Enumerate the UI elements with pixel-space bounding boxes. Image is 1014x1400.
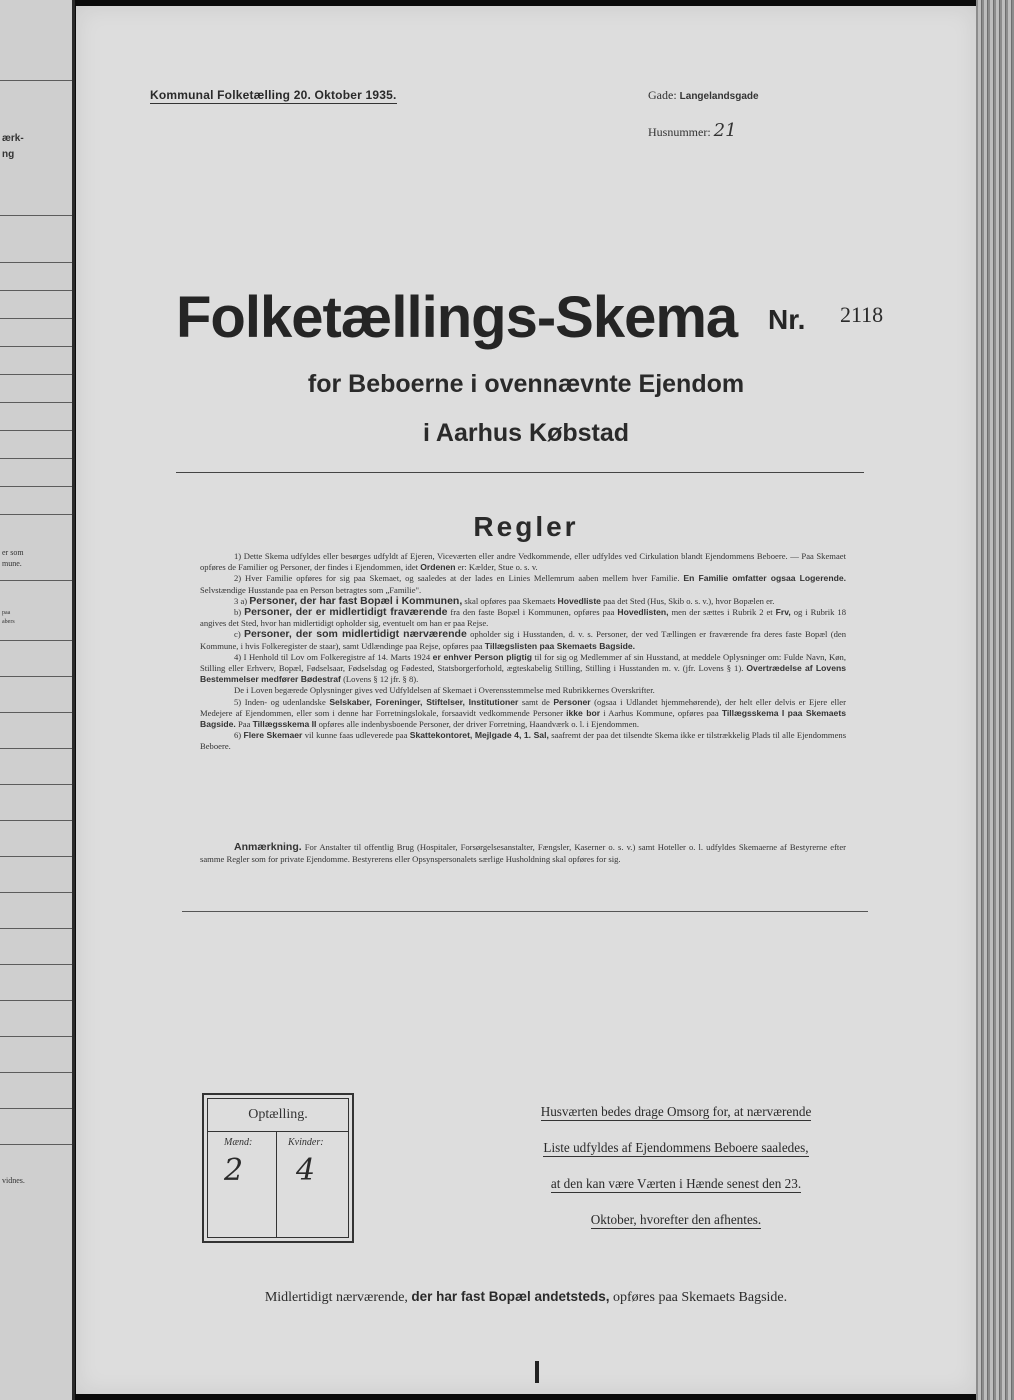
rules-text xyxy=(200,551,846,753)
rule-line xyxy=(0,784,72,785)
divider-line xyxy=(176,472,864,473)
rule-line xyxy=(0,318,72,319)
count-title: Optælling. xyxy=(248,1107,308,1122)
reminder-line: at den kan være Værten i Hænde senest den 23. xyxy=(550,1176,802,1191)
rule-line xyxy=(0,458,72,459)
gade-label: Gade: xyxy=(648,88,677,102)
left-fragment: paa xyxy=(2,610,11,616)
binding-mark xyxy=(535,1361,539,1383)
rule-line xyxy=(0,215,72,216)
count-box xyxy=(202,1093,354,1243)
rule-3a: 3 a) Personer, der har fast Bopæl i Kommunen, skal opføres paa Skemaets Hovedliste paa det Sted (Hus, Skib o. s. v.), hvor Bopælen er. xyxy=(234,594,775,607)
husnummer-label: Husnummer: xyxy=(648,125,711,139)
rule-line xyxy=(0,80,72,81)
left-fragment: mune. xyxy=(2,559,22,568)
landlord-reminder xyxy=(506,1094,846,1238)
reminder-line: Liste udfyldes af Ejendommens Beboere saaledes, xyxy=(543,1140,809,1155)
rule-line xyxy=(0,748,72,749)
count-box-inner xyxy=(207,1098,349,1238)
women-label: Kvinder: xyxy=(288,1137,324,1148)
count-divider xyxy=(208,1131,348,1132)
page-stack-edge xyxy=(976,0,1014,1400)
rule-4b: De i Loven begærede Oplysninger gives ved Udfyldelsen af Skemaet i Overensstemmelse med Rubrikkernes Overskrifter. xyxy=(234,685,655,696)
husnummer-value: 21 xyxy=(713,120,737,141)
rule-line xyxy=(0,892,72,893)
form-number-label: Nr. xyxy=(768,304,806,335)
rule-3c: c) Personer, der som midlertidigt nærværende opholder sig i Husstanden, d. v. s. Personer, der ved Tællingen er fraværende fra deres faste Bopæl (den Kommune, i hvis Folkeregister de staar), samt Udlændinge paa Rejse, opføres paa Tillægslisten paa Skemaets Bagside. xyxy=(200,628,846,651)
left-fragment: vidnes. xyxy=(2,1176,25,1185)
rule-line xyxy=(0,928,72,929)
left-fragment: ærk- xyxy=(2,133,24,144)
rule-line xyxy=(0,640,72,641)
form-number-value: 2118 xyxy=(840,302,884,327)
rule-3b: b) Personer, der er midlertidigt fraværende fra den faste Bopæl i Kommunen, opføres paa Hovedlisten, men der sættes i Rubrik 2 et Frv, og i Rubrik 18 angives det Sted, hvor han midlertidigt opholder sig, eventuelt om han er paa Rejse. xyxy=(200,606,846,629)
reminder-line: Oktober, hvorefter den afhentes. xyxy=(590,1212,762,1227)
form-title: Folketællings-Skema xyxy=(176,285,738,350)
count-column-divider xyxy=(276,1131,277,1237)
rule-line xyxy=(0,486,72,487)
reminder-line: Husværten bedes drage Omsorg for, at nærværende xyxy=(540,1104,812,1119)
husnummer-field xyxy=(648,120,737,141)
rule-line xyxy=(0,346,72,347)
rule-line xyxy=(0,1072,72,1073)
census-header: Kommunal Folketælling 20. Oktober 1935. xyxy=(150,88,397,102)
women-count: 4 xyxy=(296,1153,316,1188)
gade-field xyxy=(648,88,759,103)
annotation-note xyxy=(200,842,846,865)
rule-line xyxy=(0,374,72,375)
rule-line xyxy=(0,1144,72,1145)
rule-line xyxy=(0,856,72,857)
left-fragment: abers xyxy=(2,619,15,625)
left-fragment: ng xyxy=(2,149,15,160)
rule-line xyxy=(0,1000,72,1001)
rule-5: 5) Inden- og udenlandske Selskaber, Foreninger, Stiftelser, Institutioner samt de Personer (ogsaa i Udlandet hjemmehørende), der helt eller delvis er Ejere eller Medejere af Ejendommen, eller som i denne har Forretningslokale, forsaavidt vedkommende Personer ikke bor i Aarhus Kommune, opføres paa Tillægsskema I paa Skemaets Bagside. Paa Tillægsskema II opføres alle indenbysboende Personer, der driver Forretning, Haandværk o. l. i Ejendommen. xyxy=(200,696,846,730)
rule-line xyxy=(0,262,72,263)
men-count: 2 xyxy=(224,1153,244,1188)
rules-heading: Regler xyxy=(473,511,579,542)
gade-value: Langelandsgade xyxy=(679,91,759,102)
rule-line xyxy=(0,290,72,291)
divider-line xyxy=(182,911,868,912)
rule-1: 1) Dette Skema udfyldes eller besørges udfyldt af Ejeren, Viceværten eller andre Vedkommende, eller udfyldes ved Cirkulation blandt Ejendommens Beboere. — Paa Skemaet opføres de Familier og Personer, der findes i Ejendommen, idet Ordenen er: Kælder, Stue o. s. v. xyxy=(200,551,846,573)
rule-line xyxy=(0,820,72,821)
rule-line xyxy=(0,430,72,431)
rule-line xyxy=(0,402,72,403)
rule-4: 4) I Henhold til Lov om Folkeregistre af 14. Marts 1924 er enhver Person pligtig til for sig og Medlemmer af sin Husstand, at meddele Oplysninger om: Fulde Navn, Køn, Stilling eller Erhverv, Bopæl, Fødselsaar, Fødselsdag og Fødested, Statsborgerforhold, ægteskabelig Stilling, Stilling i Husstanden m. v. (jfr. Lovens § 1). Overtrædelse af Lovens Bestemmelser medfører Bødestraf (Lovens § 12 jfr. § 8). xyxy=(200,651,847,685)
note-text: For Anstalter til offentlig Brug (Hospitaler, Forsørgelsesanstalter, Fængsler, Kaserner o. s. v.) samt Hoteller o. l. udfyldes Skemaerne af Bestyrerne efter samme Regler som for private Ejendomme. Bestyrerens eller Opsynspersonalets særlige Husholdning skal opføres for sig. xyxy=(200,842,846,864)
note-heading: Anmærkning. xyxy=(234,841,302,853)
men-label: Mænd: xyxy=(224,1137,253,1148)
footer-instruction: Midlertidigt nærværende, der har fast Bopæl andetsteds, opføres paa Skemaets Bagside. xyxy=(264,1289,788,1305)
left-fragment: er som xyxy=(2,548,24,557)
previous-page-strip xyxy=(0,0,75,1400)
rule-line xyxy=(0,1036,72,1037)
rule-line xyxy=(0,1108,72,1109)
rule-6: 6) Flere Skemaer vil kunne faas udleverede paa Skattekontoret, Mejlgade 4, 1. Sal, saafremt der paa det tilsendte Skema ikke er tilstrækkelig Plads til alle Ejendommens Beboere. xyxy=(200,730,847,752)
rule-line xyxy=(0,712,72,713)
census-form-page xyxy=(76,6,976,1394)
rule-line xyxy=(0,964,72,965)
rule-line xyxy=(0,514,72,515)
rule-line xyxy=(0,676,72,677)
form-municipality: i Aarhus Købstad xyxy=(422,419,630,447)
rule-2: 2) Hver Familie opføres for sig paa Skemaet, og saaledes at der lades en Linies Mellemrum aaben mellem hver Familie. En Familie omfatter ogsaa Logerende. Selvstændige Husstande paa en Person betragtes som „Familie". xyxy=(200,573,846,595)
form-subtitle: for Beboerne i ovennævnte Ejendom xyxy=(307,370,745,398)
rule-line xyxy=(0,580,72,581)
